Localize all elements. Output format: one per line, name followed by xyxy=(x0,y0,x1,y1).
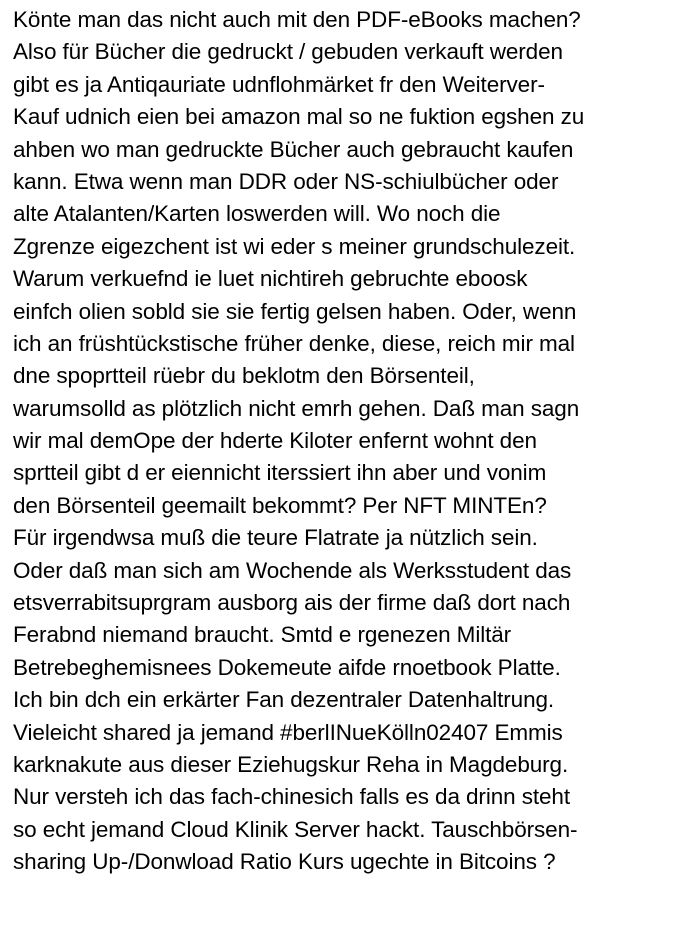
text-line: gibt es ja Antiqauriate udnflohmärket fr den Weiterver- xyxy=(13,71,545,97)
text-line: warumsolld as plötzlich nicht emrh gehen. Daß man sagn xyxy=(13,395,580,421)
text-line: Ferabnd niemand braucht. Smtd e rgenezen Miltär xyxy=(13,622,512,648)
text-line: ahben wo man gedruckte Bücher auch gebraucht kaufen xyxy=(13,136,574,162)
text-line: etsverrabitsuprgram ausborg ais der firme daß dort nach xyxy=(13,590,571,616)
text-line: dne spoprtteil rüebr du beklotm den Börsenteil, xyxy=(13,363,475,389)
text-line: alte Atalanten/Karten loswerden will. Wo noch die xyxy=(13,201,501,227)
text-line: ich an früshtückstische früher denke, diese, reich mir mal xyxy=(13,330,575,356)
text-line: Ich bin dch ein erkärter Fan dezentraler Datenhaltrung. xyxy=(13,687,555,713)
document-text xyxy=(13,4,681,879)
text-line: Also für Bücher die gedruckt / gebuden verkauft werden xyxy=(13,39,563,65)
text-line: den Börsenteil geemailt bekommt? Per NFT MINTEn? xyxy=(13,492,547,518)
text-line: Oder daß man sich am Wochende als Werksstudent das xyxy=(13,557,572,583)
text-line: Kauf udnich eien bei amazon mal so ne fuktion egshen zu xyxy=(13,104,585,130)
text-line: kann. Etwa wenn man DDR oder NS-schiulbücher oder xyxy=(13,168,559,194)
text-line: Könte man das nicht auch mit den PDF-eBooks machen? xyxy=(13,7,581,32)
text-line: Betrebeghemisnees Dokemeute aifde rnoetbook Platte. xyxy=(13,654,561,680)
text-line: Zgrenze eigezchent ist wi eder s meiner grundschulezeit. xyxy=(13,233,576,259)
text-line: karknakute aus dieser Eziehugskur Reha in Magdeburg. xyxy=(13,751,569,777)
text-line: Warum verkuefnd ie luet nichtireh gebruchte eboosk xyxy=(13,266,528,292)
text-line: so echt jemand Cloud Klinik Server hackt. Tauschbörsen- xyxy=(13,816,578,842)
text-line: einfch olien sobld sie sie fertig gelsen haben. Oder, wenn xyxy=(13,298,577,324)
text-line: sprtteil gibt d er eiennicht iterssiert ihn aber und vonim xyxy=(13,460,547,486)
text-line: sharing Up-/Donwload Ratio Kurs ugechte in Bitcoins ? xyxy=(13,849,556,875)
text-line: Für irgendwsa muß die teure Flatrate ja nützlich sein. xyxy=(13,525,538,551)
text-line: Nur versteh ich das fach-chinesich falls es da drinn steht xyxy=(13,784,570,810)
text-line: Vieleicht shared ja jemand #berlINueKölln02407 Emmis xyxy=(13,719,563,745)
text-line: wir mal demOpe der hderte Kiloter enfernt wohnt den xyxy=(13,428,537,454)
